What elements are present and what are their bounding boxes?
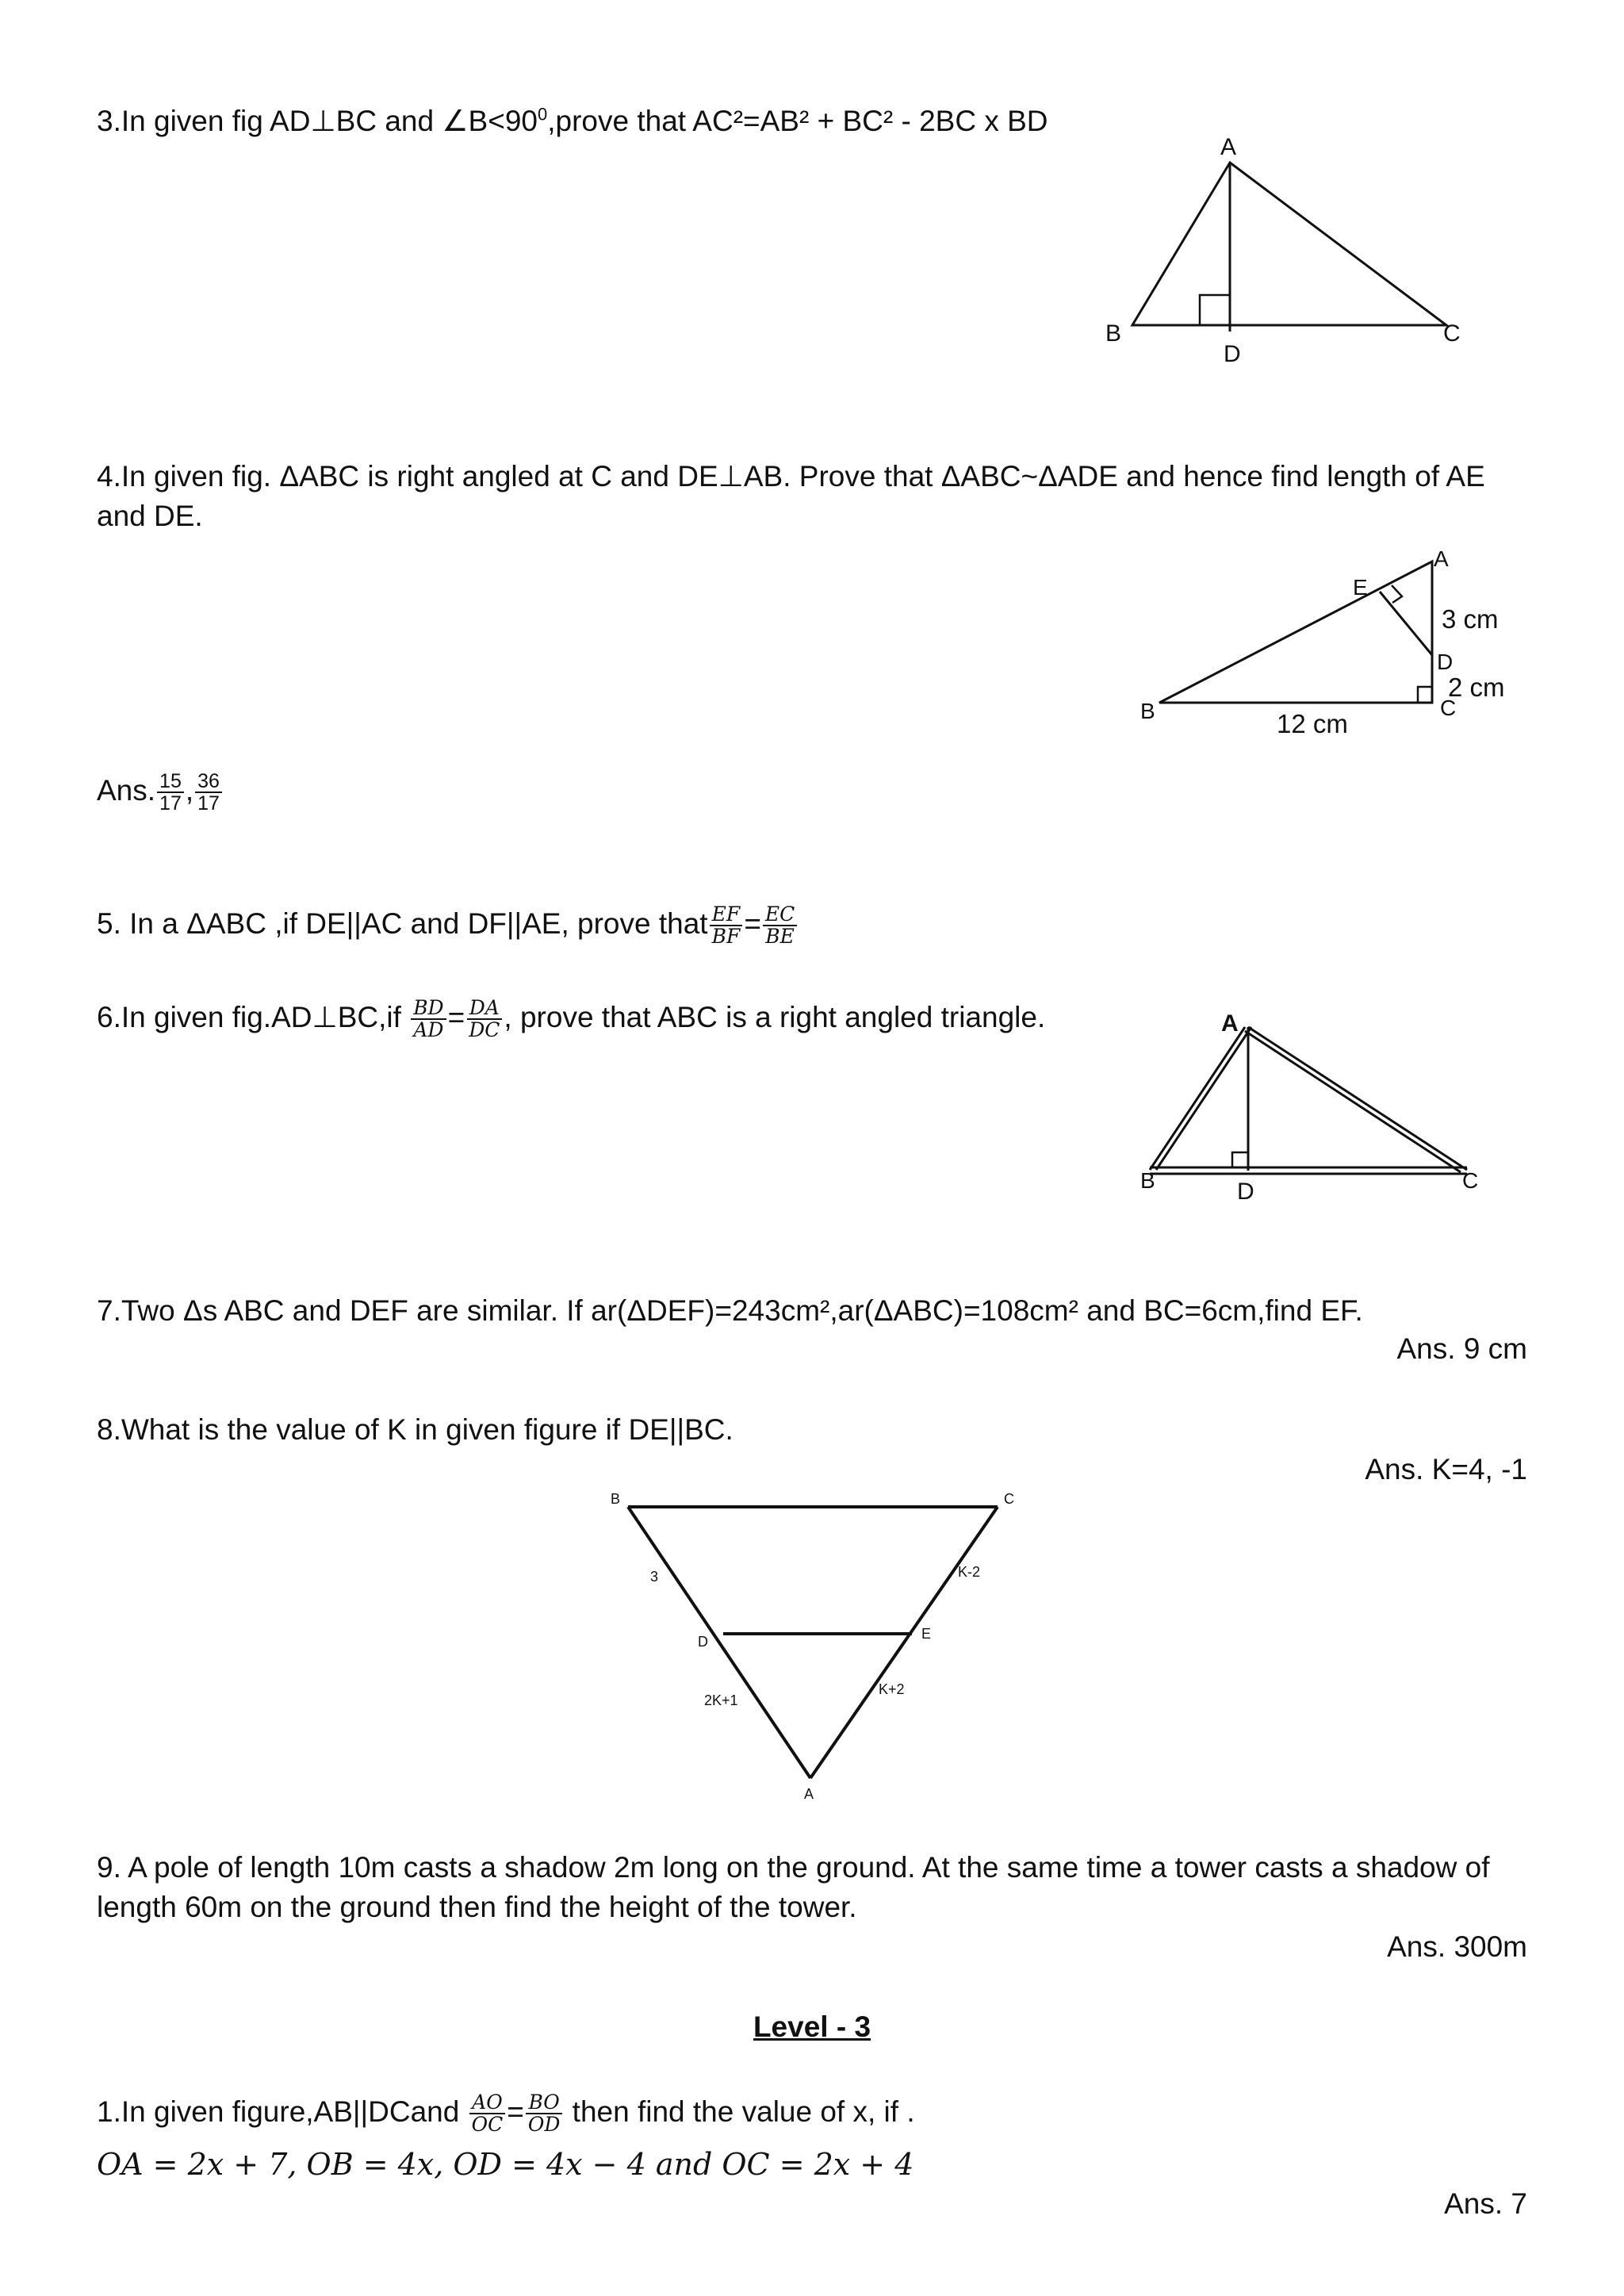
q3-triangle-figure [1094, 127, 1475, 373]
q8-len-ce: K-2 [958, 1564, 981, 1580]
q3-label-d: D [1224, 341, 1241, 367]
l3q1-equation: OA = 2x + 7, OB = 4x, OD = 4x − 4 and OC = 2x + 4 [97, 2147, 914, 2182]
q8-text: 8.What is the value of K in given figure if DE||BC. [97, 1413, 733, 1446]
q4-text: 4.In given fig. ΔABC is right angled at C and DE⊥AB. Prove that ΔABC~ΔADE and hence find length of AE and DE. [97, 460, 1485, 532]
q8-len-ae: K+2 [879, 1681, 905, 1697]
q8-label-a: A [804, 1786, 814, 1802]
q6-triangle-figure [1126, 999, 1491, 1213]
q4-answer: Ans. $\frac{15}{17}$ , $\frac{36}{17}$ [97, 771, 224, 815]
q4-len-dc: 2 cm [1448, 673, 1505, 702]
q3-label-c: C [1443, 320, 1461, 347]
q4-label-d: D [1437, 650, 1454, 674]
q3-label-a: A [1220, 134, 1237, 160]
q8-triangle-figure [595, 1483, 1039, 1816]
q8-label-d: D [698, 1634, 708, 1650]
l3q1-answer: Ans. 7 [1444, 2187, 1527, 2220]
q8-label-b: B [611, 1491, 621, 1507]
q4-label-b: B [1140, 699, 1155, 723]
q6-label-a: A [1221, 1010, 1239, 1037]
q6-label-b: B [1140, 1168, 1155, 1193]
q8-label-c: C [1004, 1491, 1014, 1507]
q8-label-e: E [921, 1626, 932, 1642]
q3-label-b: B [1105, 320, 1122, 347]
q5-text: 5. In a ΔABC ,if DE||AC and DF||AE, prove that $\frac{EF}{BF}$ = $\frac{EC}{BE}$ [97, 904, 799, 948]
q8-len-ad: 2K+1 [704, 1692, 738, 1708]
q4-label-e: E [1353, 575, 1368, 600]
q6-label-d: D [1237, 1179, 1254, 1205]
q8-len-bd: 3 [650, 1569, 659, 1585]
q9-text: 9. A pole of length 10m casts a shadow 2m long on the ground. At the same time a tower casts a shadow of length 60m on the ground then find the height of the tower. [97, 1851, 1490, 1923]
q6-label-c: C [1462, 1168, 1479, 1193]
q4-len-bc: 12 cm [1277, 709, 1348, 738]
q8-answer: Ans. K=4, -1 [1365, 1453, 1527, 1485]
l3q1-text: 1.In given figure,AB||DCand $\frac{AO}{OC}$ = $\frac{BO}{OD}$ then find the value of x, if . [97, 2091, 915, 2137]
q4-len-ad: 3 cm [1442, 604, 1499, 634]
q4-triangle-figure [1110, 546, 1538, 744]
q4-label-c: C [1440, 696, 1457, 720]
q7-answer: Ans. 9 cm [1396, 1332, 1527, 1365]
level-heading: Level - 3 [753, 2010, 871, 2043]
q3-text: 3.In given fig AD⊥BC and $\angle B<90^0,prove$ that AC²=AB² + BC² - 2BC x BD [97, 104, 1048, 137]
q6-text: 6.In given fig.AD⊥BC,if $\frac{BD}{AD}$ = $\frac{DA}{DC}$ , prove that ABC is a right angled triangle. [97, 996, 1046, 1042]
q7-text: 7.Two Δs ABC and DEF are similar. If ar(ΔDEF)=243cm²,ar(ΔABC)=108cm² and BC=6cm,find EF. [97, 1294, 1363, 1327]
q4-label-a: A [1434, 546, 1449, 571]
q9-answer: Ans. 300m [1387, 1930, 1527, 1963]
